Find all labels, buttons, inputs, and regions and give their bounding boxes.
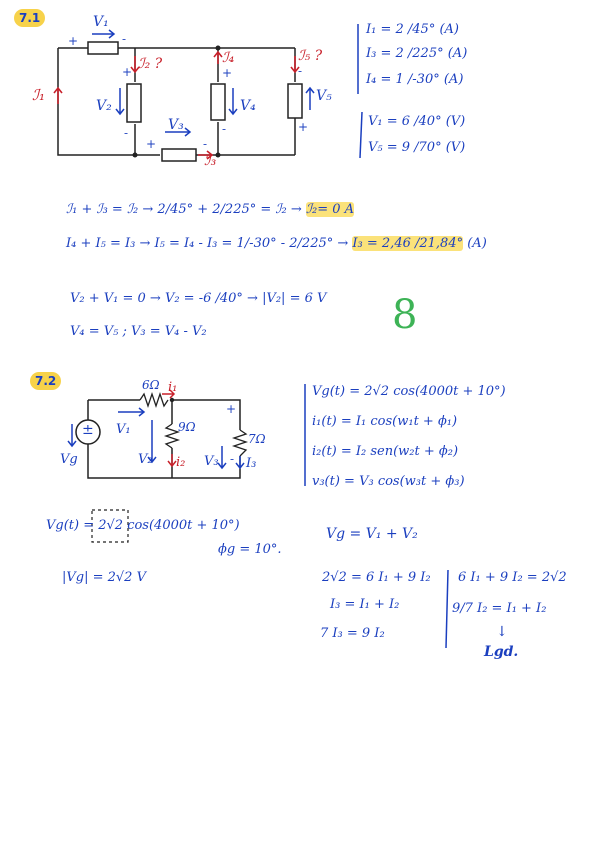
label-r1: 6Ω	[142, 378, 160, 392]
minus-sign: -	[230, 452, 235, 466]
label-i4: ℐ₄	[222, 50, 235, 66]
plus-sign: +	[298, 120, 309, 134]
label-i2: ℐ₂ ?	[138, 56, 163, 72]
system-line: 9/7 I₂ = I₁ + I₂	[452, 601, 547, 616]
source-symbol: ±	[82, 422, 94, 438]
given-value: i₁(t) = I₁ cos(w₁t + ϕ₁)	[312, 414, 458, 429]
label-I3: I₃	[246, 456, 257, 471]
result-highlight: I₃ = 2,46 /21,84°	[352, 236, 464, 251]
label-i3: ℐ₃	[204, 153, 217, 169]
given-value: I₁ = 2 /45° (A)	[366, 22, 459, 37]
vg-expression: Vg(t) = 2√2 cos(4000t + 10°)	[46, 518, 240, 533]
label-v5: V₅	[316, 88, 332, 104]
label-v1: V₁	[116, 422, 131, 437]
minus-sign: -	[222, 122, 227, 136]
kvl-equation: Vg = V₁ + V₂	[326, 526, 418, 542]
solve-note: Lgd.	[484, 644, 519, 660]
given-value: V₅ = 9 /70° (V)	[368, 140, 466, 155]
problem-badge-7-2: 7.2	[30, 372, 61, 390]
equation-text: ℐ₁ + ℐ₃ = ℐ₂ → 2/45° + 2/225° = ℐ₂ →	[66, 202, 302, 217]
label-v2: V₂	[96, 98, 112, 114]
label-v3: V₃	[204, 454, 219, 469]
unit: (A)	[467, 236, 487, 251]
label-v3: V₃	[168, 117, 184, 133]
label-v4: V₄	[240, 98, 256, 114]
plus-sign: +	[146, 137, 157, 151]
plus-sign: +	[68, 34, 79, 48]
vg-magnitude: |Vg| = 2√2 V	[62, 570, 146, 585]
label-i1: ℐ₁	[32, 86, 46, 104]
minus-sign: -	[298, 64, 303, 78]
label-i1: i₁	[168, 380, 178, 395]
given-value: Vg(t) = 2√2 cos(4000t + 10°)	[312, 384, 506, 399]
label-r3: 7Ω	[248, 432, 266, 446]
result-highlight: ℐ₂= 0 A	[305, 202, 355, 217]
equation-kvl-2: V₄ = V₅ ; V₃ = V₄ - V₂	[70, 324, 207, 339]
phase-value: ϕg = 10°.	[218, 542, 282, 557]
minus-sign: -	[203, 137, 208, 151]
equation-kvl-1: V₂ + V₁ = 0 → V₂ = -6 /40° → |V₂| = 6 V	[70, 291, 327, 306]
system-line: I₃ = I₁ + I₂	[330, 597, 400, 612]
system-line: 2√2 = 6 I₁ + 9 I₂	[322, 570, 431, 585]
label-v1: V₁	[93, 14, 109, 30]
system-line: 7 I₃ = 9 I₂	[320, 626, 385, 641]
given-value: V₁ = 6 /40° (V)	[368, 114, 466, 129]
system-line: 6 I₁ + 9 I₂ = 2√2	[458, 570, 567, 585]
given-value: I₄ = 1 /-30° (A)	[366, 72, 464, 87]
given-value: v₃(t) = V₃ cos(w₃t + ϕ₃)	[312, 474, 465, 489]
label-i5: ℐ₅ ?	[298, 48, 323, 64]
plus-sign: +	[222, 66, 233, 80]
given-value: I₃ = 2 /225° (A)	[366, 46, 468, 61]
plus-sign: +	[122, 65, 133, 79]
label-v2: V₂	[138, 452, 153, 467]
label-vg: Vg	[60, 452, 78, 467]
label-r2: 9Ω	[178, 420, 196, 434]
problem-badge-7-1: 7.1	[14, 9, 45, 27]
label-i2: i₂	[176, 455, 186, 470]
down-arrow: ↓	[496, 624, 508, 640]
equation-text: I₄ + I₅ = I₃ → I₅ = I₄ - I₃ = 1/-30° - 2/225° →	[66, 236, 349, 251]
minus-sign: -	[122, 32, 127, 46]
minus-sign: -	[124, 126, 129, 140]
plus-sign: +	[226, 402, 237, 416]
given-value: i₂(t) = I₂ sen(w₂t + ϕ₂)	[312, 444, 459, 459]
grade-mark: 8	[392, 292, 418, 338]
